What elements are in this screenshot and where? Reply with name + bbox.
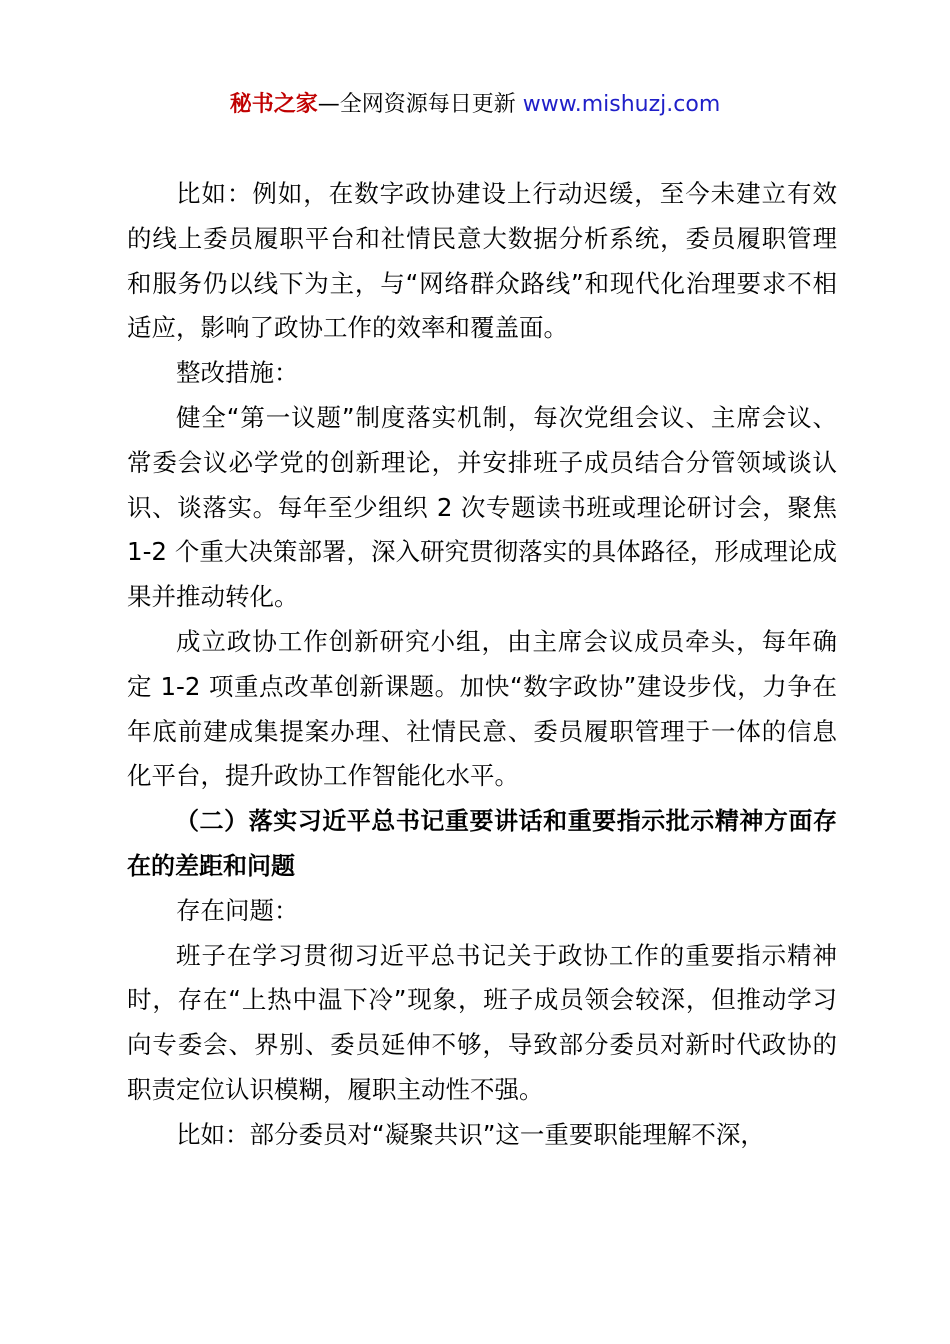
paragraph-problem-heading: 存在问题： (176, 895, 299, 925)
paragraph-rectification-heading: 整改措施： (176, 358, 299, 388)
paragraph-example-2: 比如：部分委员对“凝聚共识”这一重要职能理解不深， (176, 1119, 765, 1149)
paragraph-problem-1: 班子在学习贯彻习近平总书记关于政协工作的重要指示精神时，存在“上热中温下冷”现象，班子成员领会较深，但推动学习向专委会、界别、委员延伸不够，导致部分委员对新时代政协的职责定位认识模糊，履职主动性不强。 (127, 940, 837, 1104)
page-header (0, 88, 950, 122)
paragraph-example-1: 比如：例如，在数字政协建设上行动迟缓，至今未建立有效的线上委员履职平台和社情民意大数据分析系统，委员履职管理和服务仍以线下为主，与“网络群众路线”和现代化治理要求不相适应，影响了政协工作的效率和覆盖面。 (127, 179, 837, 343)
paragraph-measure-2: 成立政协工作创新研究小组，由主席会议成员牵头，每年确定 1-2 项重点改革创新课题。加快“数字政协”建设步伐，力争在年底前建成集提案办理、社情民意、委员履职管理于一体的信息化平台，提升政协工作智能化水平。 (127, 626, 837, 791)
paragraph-measure-1: 健全“第一议题”制度落实机制，每次党组会议、主席会议、常委会议必学党的创新理论，并安排班子成员结合分管领域谈认识、谈落实。每年至少组织 2 次专题读书班或理论研讨会，聚焦 1-2 个重大决策部署，深入研究贯彻落实的具体路径，形成理论成果并推动转化。 (127, 402, 837, 612)
brand-name: 秘书之家 (229, 92, 318, 117)
website-link[interactable]: www.mishuzj.com (522, 92, 721, 117)
section-heading-2: （二）落实习近平总书记重要讲话和重要指示批示精神方面存在的差距和问题 (127, 807, 837, 880)
document-body (127, 172, 837, 1158)
header-tagline: —全网资源每日更新 (317, 92, 523, 117)
